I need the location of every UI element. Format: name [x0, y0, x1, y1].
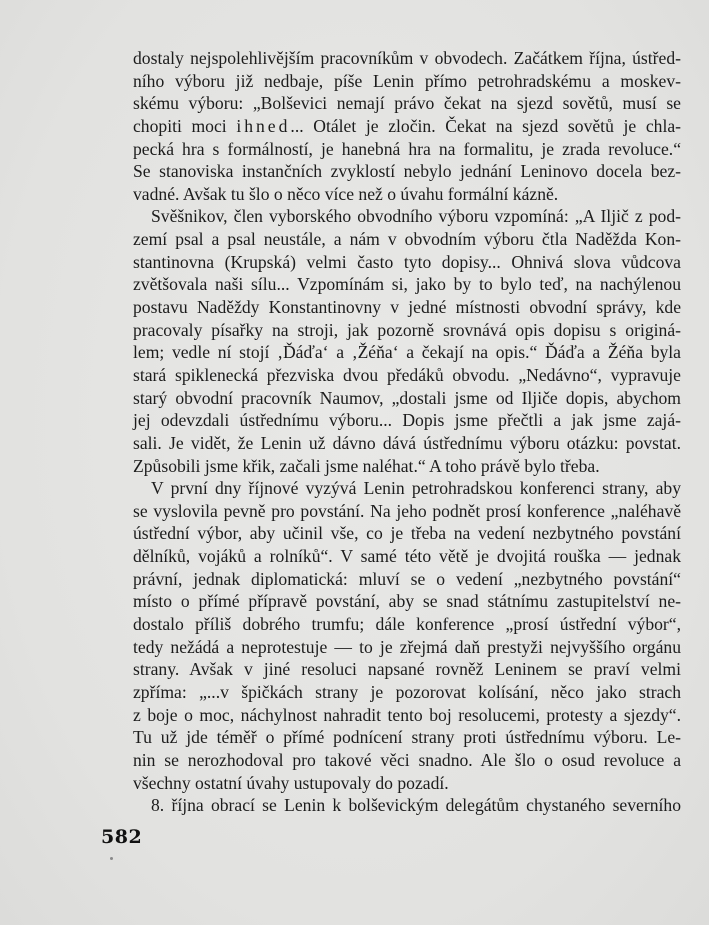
paragraph-start-line: Svěšnikov, člen vyborského obvodního výboru vzpomíná: „A Iljič z pod- [151, 206, 681, 227]
text-line: skému výboru: „Bolševici nemají právo čekat na sjezd sovětů, musí se [133, 93, 681, 114]
text-line: místo o přímé přípravě povstání, aby se snad státnímu zastupitelství ne- [133, 591, 681, 612]
page-number: 582 [101, 826, 143, 848]
paragraph-start-line: 8. října obrací se Lenin k bolševickým delegátům chystaného severního [151, 795, 681, 816]
emphasized-word: ihned [236, 115, 291, 136]
text-line: dělníků, vojáků a rolníků“. V samé této větě je dvojitá rouška — jednak [133, 546, 681, 567]
paragraph-start-line: V první dny říjnové vyzývá Lenin petrohradskou konferenci strany, aby [151, 478, 681, 499]
text-line: pracovaly písařky na stroji, jak pozorně srovnává opis dopisu s originá- [133, 319, 681, 340]
text-line: dostaly nejspolehlivějším pracovníkům v obvodech. Začátkem října, ústřed- [133, 48, 681, 68]
text-line: Způsobili jsme křik, začali jsme naléhat.“ A toho právě bylo třeba. [133, 455, 600, 476]
text-line: starý obvodní pracovník Naumov, „dostali jsme od Iljiče dopis, abychom [133, 387, 681, 408]
text-line: ního výboru již nedbaje, píše Lenin přímo petrohradskému a moskev- [133, 70, 681, 91]
text-line: postavu Naděždy Konstantinovny v jedné místnosti obvodní správy, kde [133, 297, 681, 318]
text-line: lem; vedle ní stojí ‚Ďáďa‘ a ‚Žéňa‘ a čekají na opis.“ Ďáďa a Žéňa byla [133, 342, 681, 363]
text-line: z boje o moc, náchylnost nahradit tento boj resolucemi, protesty a sjezdy“. [133, 704, 681, 725]
text-line: zemí psal a psal neustále, a nám v obvodním výboru čtla Naděžda Kon- [133, 229, 681, 250]
text-line: se vyslovila pevně pro povstání. Na jeho podnět prosí konference „naléhavě [133, 500, 681, 521]
text-line: zvětšovala naši sílu... Vzpomínám si, jako by to bylo teď, na nachýlenou [133, 274, 681, 295]
body-text [133, 47, 681, 817]
text-segment: ... Otálet je zločin. Čekat na sjezd sovětů je chla- [290, 115, 681, 136]
text-line: pecká hra s formálností, je hanebná hra na formalitu, je zrada revoluce.“ [133, 138, 681, 159]
text-segment: chopiti moci [133, 115, 237, 136]
text-line: stará spiklenecká přezviska dvou předáků obvodu. „Nedávno“, vypravuje [133, 364, 681, 385]
text-line: stantinovna (Krupská) velmi často tyto dopisy... Ohnivá slova vůdcova [133, 251, 681, 272]
text-line: Se stanoviska instančních zvyklostí nebylo jednání Leninovo docela bez- [133, 161, 681, 182]
paper-speck [110, 857, 113, 860]
text-line: sali. Je vidět, že Lenin už dávno dává ústřednímu výboru otázku: povstat. [133, 432, 681, 453]
text-line: zpříma: „...v špičkách strany je pozorovat kolísání, něco jako strach [133, 681, 681, 702]
text-line: nin se nerozhodoval pro takové věci snadno. Ale šlo o osud revoluce a [133, 749, 681, 770]
text-line: právní, jednak diplomatická: mluví se o vedení „nezbytného povstání“ [133, 568, 681, 589]
text-line: dostalo příliš dobrého trumfu; dále konference „prosí ústřední výbor“, [133, 614, 681, 635]
text-line: všechny ostatní úvahy ustupovaly do pozadí. [133, 772, 449, 793]
text-line: vadné. Avšak tu šlo o něco více než o úvahu formální kázně. [133, 183, 559, 204]
text-line: Tu už jde téměř o přímé podnícení strany proti ústřednímu výboru. Le- [133, 727, 681, 748]
text-line: tedy nežádá a neprotestuje — to je zřejmá daň prestyži nejvyššího orgánu [133, 636, 681, 657]
text-line: ústřední výbor, aby učinil vše, co je třeba na vedení nezbytného povstání [133, 523, 681, 544]
text-line: jej odevzdali ústřednímu výboru... Dopis jsme přečtli a jak jsme zajá- [133, 410, 681, 431]
text-line [133, 115, 681, 138]
text-line: strany. Avšak v jiné resoluci napsané rovněž Leninem se praví velmi [133, 659, 681, 680]
